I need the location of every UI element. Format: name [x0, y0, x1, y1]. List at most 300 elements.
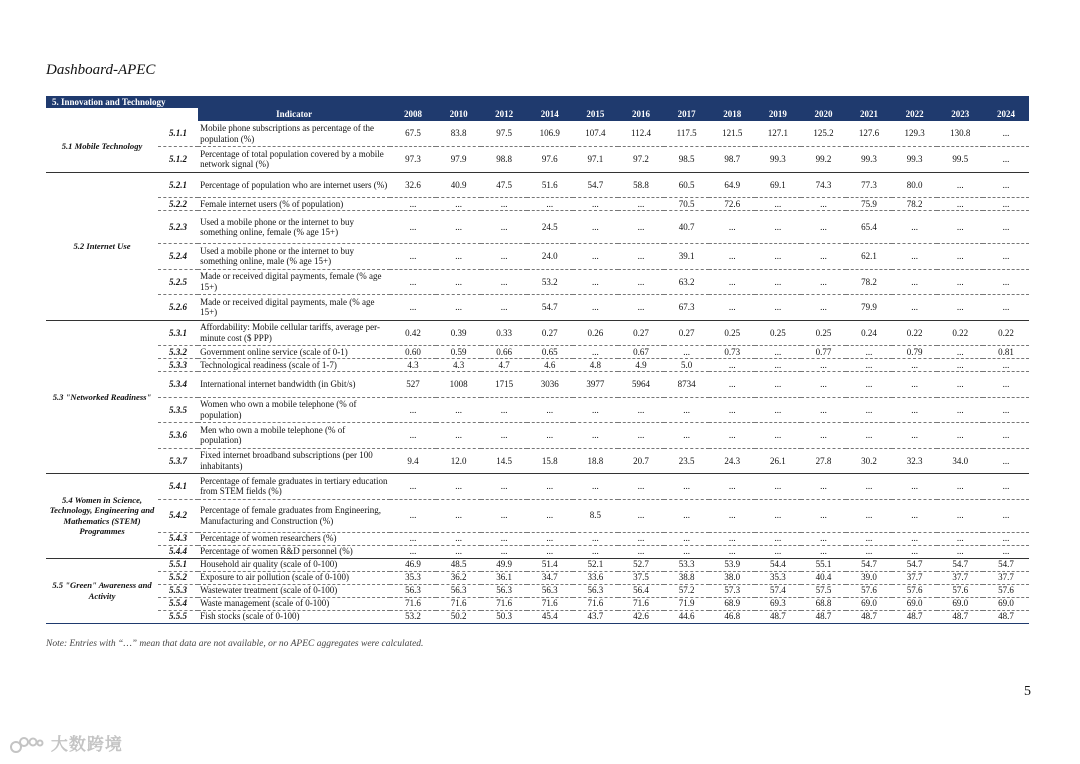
value-cell: 75.9 [846, 198, 892, 211]
header-year-2019: 2019 [755, 108, 801, 121]
value-cell: ... [618, 295, 664, 321]
value-cell: 32.6 [390, 172, 436, 198]
value-cell: ... [436, 198, 482, 211]
value-cell: ... [664, 545, 710, 558]
value-cell: 97.2 [618, 147, 664, 173]
value-cell: 18.8 [573, 448, 619, 474]
indicator-code: 5.5.1 [158, 558, 198, 571]
value-cell: ... [983, 244, 1029, 270]
header-year-2023: 2023 [937, 108, 983, 121]
value-cell: ... [983, 121, 1029, 147]
value-cell: 97.3 [390, 147, 436, 173]
value-cell: ... [436, 474, 482, 500]
value-cell: ... [801, 211, 847, 244]
value-cell: 77.3 [846, 172, 892, 198]
value-cell: ... [937, 545, 983, 558]
value-cell: ... [709, 211, 755, 244]
value-cell: 0.79 [892, 346, 938, 359]
value-cell: ... [755, 423, 801, 449]
indicator-code: 5.2.2 [158, 198, 198, 211]
value-cell: 54.7 [983, 558, 1029, 571]
value-cell: 39.1 [664, 244, 710, 270]
value-cell: ... [983, 474, 1029, 500]
value-cell: 68.9 [709, 597, 755, 610]
value-cell: ... [481, 244, 527, 270]
value-cell: ... [983, 423, 1029, 449]
table-row [46, 147, 1029, 173]
value-cell: ... [983, 211, 1029, 244]
table-row [46, 244, 1029, 270]
value-cell: ... [801, 423, 847, 449]
value-cell: ... [892, 359, 938, 372]
value-cell: 74.3 [801, 172, 847, 198]
indicator-code: 5.1.2 [158, 147, 198, 173]
value-cell: 54.7 [892, 558, 938, 571]
value-cell: ... [573, 244, 619, 270]
value-cell: 0.27 [664, 320, 710, 346]
value-cell: 0.25 [801, 320, 847, 346]
value-cell: 55.1 [801, 558, 847, 571]
value-cell: ... [481, 545, 527, 558]
value-cell: ... [846, 359, 892, 372]
value-cell: ... [755, 372, 801, 398]
value-cell: ... [709, 295, 755, 321]
value-cell: 0.42 [390, 320, 436, 346]
value-cell: ... [709, 359, 755, 372]
value-cell: 48.7 [892, 610, 938, 623]
value-cell: 69.0 [846, 597, 892, 610]
table-row [46, 269, 1029, 295]
value-cell: ... [937, 499, 983, 532]
value-cell: 43.7 [573, 610, 619, 623]
value-cell: 63.2 [664, 269, 710, 295]
table-row [46, 121, 1029, 147]
value-cell: 35.3 [390, 571, 436, 584]
indicator-name: Mobile phone subscriptions as percentage of the population (%) [198, 121, 390, 147]
value-cell: 0.66 [481, 346, 527, 359]
value-cell: 98.5 [664, 147, 710, 173]
value-cell: 0.39 [436, 320, 482, 346]
header-year-2014: 2014 [527, 108, 573, 121]
value-cell: ... [937, 346, 983, 359]
indicator-name: Percentage of population who are internet users (%) [198, 172, 390, 198]
value-cell: 4.9 [618, 359, 664, 372]
table-row [46, 448, 1029, 474]
value-cell: ... [573, 397, 619, 423]
value-cell: 57.6 [937, 584, 983, 597]
header-year-2021: 2021 [846, 108, 892, 121]
table-row [46, 423, 1029, 449]
value-cell: 57.6 [983, 584, 1029, 597]
value-cell: ... [709, 397, 755, 423]
value-cell: ... [801, 244, 847, 270]
value-cell: ... [436, 499, 482, 532]
value-cell: 57.4 [755, 584, 801, 597]
value-cell: ... [801, 372, 847, 398]
indicator-code: 5.5.2 [158, 571, 198, 584]
value-cell: 37.5 [618, 571, 664, 584]
value-cell: 121.5 [709, 121, 755, 147]
value-cell: ... [937, 474, 983, 500]
value-cell: 38.8 [664, 571, 710, 584]
value-cell: ... [436, 397, 482, 423]
value-cell: 12.0 [436, 448, 482, 474]
value-cell: ... [801, 474, 847, 500]
indicator-code: 5.3.6 [158, 423, 198, 449]
value-cell: 24.3 [709, 448, 755, 474]
value-cell: ... [664, 474, 710, 500]
indicator-name: Government online service (scale of 0-1) [198, 346, 390, 359]
value-cell: 527 [390, 372, 436, 398]
value-cell: ... [573, 474, 619, 500]
value-cell: 130.8 [937, 121, 983, 147]
indicator-code: 5.3.2 [158, 346, 198, 359]
value-cell: 5964 [618, 372, 664, 398]
value-cell: 69.0 [983, 597, 1029, 610]
indicator-name: Female internet users (% of population) [198, 198, 390, 211]
value-cell: 0.26 [573, 320, 619, 346]
column-header-row [46, 108, 1029, 121]
value-cell: 30.2 [846, 448, 892, 474]
value-cell: 72.6 [709, 198, 755, 211]
value-cell: 27.8 [801, 448, 847, 474]
value-cell: ... [846, 545, 892, 558]
indicator-name: Percentage of women R&D personnel (%) [198, 545, 390, 558]
value-cell: 4.6 [527, 359, 573, 372]
value-cell: 71.9 [664, 597, 710, 610]
value-cell: 112.4 [618, 121, 664, 147]
value-cell: 34.0 [937, 448, 983, 474]
value-cell: ... [618, 423, 664, 449]
value-cell: ... [436, 269, 482, 295]
value-cell: 83.8 [436, 121, 482, 147]
value-cell: 40.9 [436, 172, 482, 198]
value-cell: 0.33 [481, 320, 527, 346]
value-cell: ... [983, 269, 1029, 295]
value-cell: ... [436, 545, 482, 558]
value-cell: ... [937, 198, 983, 211]
value-cell: ... [937, 172, 983, 198]
table-row [46, 474, 1029, 500]
value-cell: ... [801, 397, 847, 423]
indicator-name: Percentage of total population covered by a mobile network signal (%) [198, 147, 390, 173]
value-cell: 53.2 [390, 610, 436, 623]
value-cell: 54.4 [755, 558, 801, 571]
value-cell: 125.2 [801, 121, 847, 147]
value-cell: 1008 [436, 372, 482, 398]
header-blank-cell [46, 108, 198, 121]
value-cell: ... [937, 211, 983, 244]
value-cell: ... [983, 295, 1029, 321]
value-cell: 4.3 [436, 359, 482, 372]
value-cell: ... [618, 269, 664, 295]
value-cell: 69.0 [892, 597, 938, 610]
header-year-2020: 2020 [801, 108, 847, 121]
value-cell: ... [664, 499, 710, 532]
table-row [46, 571, 1029, 584]
value-cell: 0.81 [983, 346, 1029, 359]
value-cell: 51.4 [527, 558, 573, 571]
indicator-name: Used a mobile phone or the internet to buy something online, female (% age 15+) [198, 211, 390, 244]
value-cell: ... [618, 532, 664, 545]
value-cell: 64.9 [709, 172, 755, 198]
value-cell: ... [755, 397, 801, 423]
header-indicator: Indicator [198, 108, 390, 121]
header-year-2016: 2016 [618, 108, 664, 121]
section-title: 5. Innovation and Technology [46, 96, 1029, 108]
value-cell: ... [527, 499, 573, 532]
section-header-row [46, 96, 1029, 108]
value-cell: ... [937, 244, 983, 270]
value-cell: 0.59 [436, 346, 482, 359]
value-cell: 46.8 [709, 610, 755, 623]
indicator-code: 5.2.4 [158, 244, 198, 270]
value-cell: ... [390, 198, 436, 211]
indicator-name: Wastewater treatment (scale of 0-100) [198, 584, 390, 597]
table-row [46, 545, 1029, 558]
table-row [46, 499, 1029, 532]
value-cell: 48.7 [801, 610, 847, 623]
value-cell: 20.7 [618, 448, 664, 474]
table-row [46, 320, 1029, 346]
table-row [46, 532, 1029, 545]
group-label: 5.4 Women in Science, Technology, Engineering and Mathematics (STEM) Programmes [46, 474, 158, 559]
value-cell: 8734 [664, 372, 710, 398]
indicator-name: Fish stocks (scale of 0-100) [198, 610, 390, 623]
table-row [46, 359, 1029, 372]
value-cell: ... [983, 532, 1029, 545]
value-cell: 40.4 [801, 571, 847, 584]
value-cell: ... [527, 423, 573, 449]
value-cell: 57.5 [801, 584, 847, 597]
page-title: Dashboard-APEC [46, 62, 156, 78]
value-cell: ... [801, 269, 847, 295]
value-cell: 35.3 [755, 571, 801, 584]
value-cell: 67.3 [664, 295, 710, 321]
value-cell: ... [755, 295, 801, 321]
table-row [46, 397, 1029, 423]
value-cell: ... [664, 532, 710, 545]
indicator-code: 5.5.3 [158, 584, 198, 597]
value-cell: ... [846, 474, 892, 500]
value-cell: 32.3 [892, 448, 938, 474]
value-cell: 54.7 [937, 558, 983, 571]
page-number: 5 [1024, 684, 1031, 699]
value-cell: ... [801, 499, 847, 532]
value-cell: 1715 [481, 372, 527, 398]
indicator-code: 5.4.3 [158, 532, 198, 545]
value-cell: 56.3 [481, 584, 527, 597]
value-cell: ... [390, 211, 436, 244]
value-cell: ... [892, 423, 938, 449]
value-cell: ... [436, 295, 482, 321]
value-cell: 97.9 [436, 147, 482, 173]
value-cell: ... [618, 499, 664, 532]
value-cell: 97.6 [527, 147, 573, 173]
value-cell: ... [801, 198, 847, 211]
value-cell: 117.5 [664, 121, 710, 147]
value-cell: ... [481, 474, 527, 500]
value-cell: ... [937, 532, 983, 545]
value-cell: 42.6 [618, 610, 664, 623]
value-cell: 4.7 [481, 359, 527, 372]
value-cell: 57.3 [709, 584, 755, 597]
value-cell: 62.1 [846, 244, 892, 270]
indicator-name: Men who own a mobile telephone (% of population) [198, 423, 390, 449]
table-body [46, 96, 1029, 623]
indicator-code: 5.2.5 [158, 269, 198, 295]
value-cell: ... [709, 269, 755, 295]
value-cell: ... [892, 474, 938, 500]
value-cell: 37.7 [983, 571, 1029, 584]
value-cell: 4.8 [573, 359, 619, 372]
value-cell: 127.1 [755, 121, 801, 147]
value-cell: 56.4 [618, 584, 664, 597]
value-cell: 49.9 [481, 558, 527, 571]
value-cell: 53.2 [527, 269, 573, 295]
value-cell: 99.3 [846, 147, 892, 173]
value-cell: 40.7 [664, 211, 710, 244]
header-year-2017: 2017 [664, 108, 710, 121]
value-cell: 79.9 [846, 295, 892, 321]
indicator-code: 5.4.1 [158, 474, 198, 500]
value-cell: 78.2 [846, 269, 892, 295]
header-year-2012: 2012 [481, 108, 527, 121]
watermark [10, 730, 123, 755]
value-cell: ... [573, 532, 619, 545]
value-cell: ... [481, 499, 527, 532]
value-cell: 57.6 [892, 584, 938, 597]
value-cell: 48.7 [755, 610, 801, 623]
indicator-name: Technological readiness (scale of 1-7) [198, 359, 390, 372]
value-cell: 48.7 [937, 610, 983, 623]
header-year-2018: 2018 [709, 108, 755, 121]
value-cell: 0.22 [892, 320, 938, 346]
value-cell: ... [846, 346, 892, 359]
value-cell: ... [390, 545, 436, 558]
value-cell: 46.9 [390, 558, 436, 571]
value-cell: 5.0 [664, 359, 710, 372]
table-row [46, 172, 1029, 198]
value-cell: 50.3 [481, 610, 527, 623]
value-cell: 0.67 [618, 346, 664, 359]
value-cell: ... [709, 532, 755, 545]
value-cell: ... [390, 423, 436, 449]
value-cell: ... [892, 244, 938, 270]
value-cell: ... [755, 532, 801, 545]
indicator-name: Made or received digital payments, female (% age 15+) [198, 269, 390, 295]
value-cell: 57.2 [664, 584, 710, 597]
value-cell: ... [390, 269, 436, 295]
value-cell: ... [436, 244, 482, 270]
value-cell: 99.5 [937, 147, 983, 173]
table-note: Note: Entries with “…” mean that data are not available, or no APEC aggregates were calculated. [46, 639, 424, 649]
value-cell: ... [436, 211, 482, 244]
value-cell: 50.2 [436, 610, 482, 623]
value-cell: 69.3 [755, 597, 801, 610]
value-cell: ... [527, 397, 573, 423]
table-row [46, 372, 1029, 398]
value-cell: ... [755, 545, 801, 558]
value-cell: ... [755, 198, 801, 211]
value-cell: ... [481, 423, 527, 449]
value-cell: ... [937, 269, 983, 295]
indicator-name: Percentage of female graduates in tertiary education from STEM fields (%) [198, 474, 390, 500]
value-cell: 71.6 [436, 597, 482, 610]
value-cell: 98.8 [481, 147, 527, 173]
indicator-code: 5.2.6 [158, 295, 198, 321]
value-cell: 127.6 [846, 121, 892, 147]
value-cell: ... [755, 359, 801, 372]
value-cell: 0.73 [709, 346, 755, 359]
indicator-name: Percentage of women researchers (%) [198, 532, 390, 545]
value-cell: 71.6 [573, 597, 619, 610]
indicator-name: Women who own a mobile telephone (% of population) [198, 397, 390, 423]
value-cell: ... [755, 474, 801, 500]
value-cell: ... [618, 198, 664, 211]
value-cell: ... [755, 211, 801, 244]
value-cell: ... [983, 147, 1029, 173]
value-cell: 71.6 [527, 597, 573, 610]
value-cell: 51.6 [527, 172, 573, 198]
value-cell: 36.2 [436, 571, 482, 584]
group-label: 5.1 Mobile Technology [46, 121, 158, 172]
value-cell: 3036 [527, 372, 573, 398]
value-cell: ... [573, 211, 619, 244]
value-cell: 0.27 [527, 320, 573, 346]
value-cell: 56.3 [390, 584, 436, 597]
value-cell: 54.7 [846, 558, 892, 571]
table-row [46, 558, 1029, 571]
value-cell: 71.6 [390, 597, 436, 610]
value-cell: 56.3 [436, 584, 482, 597]
value-cell: 26.1 [755, 448, 801, 474]
value-cell: 24.5 [527, 211, 573, 244]
value-cell: ... [527, 474, 573, 500]
value-cell: ... [481, 211, 527, 244]
value-cell: ... [709, 545, 755, 558]
value-cell: 15.8 [527, 448, 573, 474]
value-cell: ... [983, 499, 1029, 532]
indicator-table-container [46, 96, 1029, 624]
header-year-2024: 2024 [983, 108, 1029, 121]
value-cell: 4.3 [390, 359, 436, 372]
group-label: 5.2 Internet Use [46, 172, 158, 320]
indicator-code: 5.2.1 [158, 172, 198, 198]
value-cell: ... [983, 198, 1029, 211]
value-cell: 52.1 [573, 558, 619, 571]
value-cell: 98.7 [709, 147, 755, 173]
value-cell: 106.9 [527, 121, 573, 147]
value-cell: ... [892, 532, 938, 545]
value-cell: ... [983, 448, 1029, 474]
value-cell: 129.3 [892, 121, 938, 147]
value-cell: 0.25 [755, 320, 801, 346]
value-cell: 107.4 [573, 121, 619, 147]
value-cell: 70.5 [664, 198, 710, 211]
value-cell: 14.5 [481, 448, 527, 474]
indicator-code: 5.5.4 [158, 597, 198, 610]
value-cell: 0.60 [390, 346, 436, 359]
indicator-name: Percentage of female graduates from Engineering, Manufacturing and Construction (%) [198, 499, 390, 532]
value-cell: ... [983, 372, 1029, 398]
value-cell: 80.0 [892, 172, 938, 198]
value-cell: ... [436, 532, 482, 545]
value-cell: ... [937, 295, 983, 321]
indicator-name: Waste management (scale of 0-100) [198, 597, 390, 610]
indicator-code: 5.1.1 [158, 121, 198, 147]
value-cell: ... [390, 499, 436, 532]
